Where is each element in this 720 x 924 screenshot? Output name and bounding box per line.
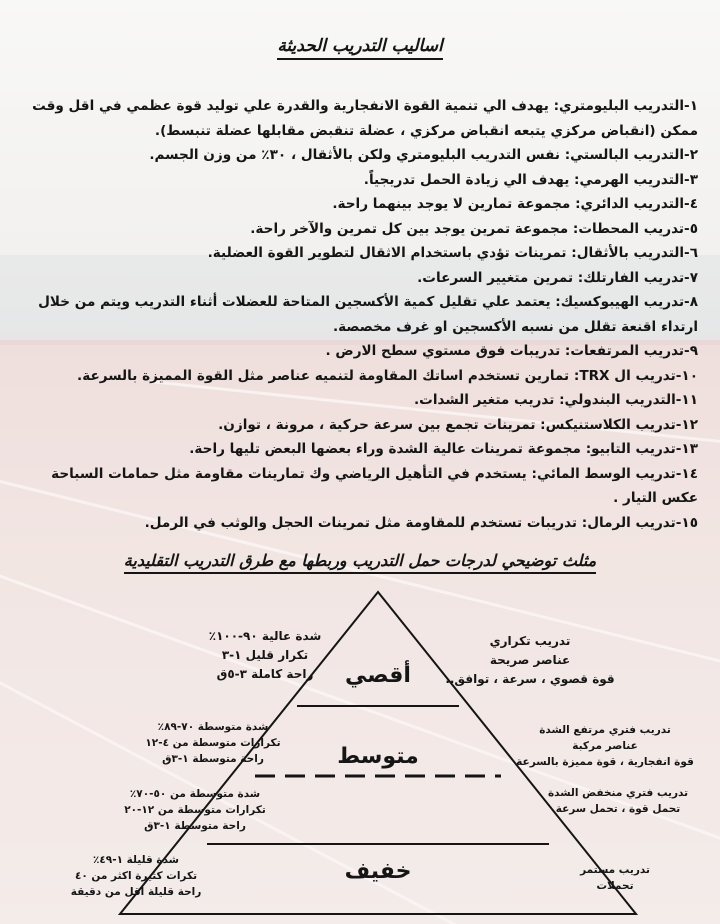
level-light-label: خفيف [344,859,412,884]
method-item: ١١-التدريب البندولي: تدريب متغير الشدات. [414,392,698,408]
level-medium-low-methods: تدريب فتري منخفض الشدة تحمل قوة ، تحمل سرعة [547,787,689,815]
method-item: ١-التدريب البليومتري: يهدف الي تنمية القوة الانفجارية والقدرة علي توليد قوة عظمي في اقل وقت ممكن (انقباض مركزي يتبعه انقباض مركزي ، عضلة تنقبض مقابلها عضلة تنبسط). [32,98,698,139]
level-max-load: شدة عالية ٩٠-١٠٠٪ تكرار قليل ١-٣ راحة كاملة ٣-٥ق [208,629,322,681]
page-title: اساليب التدريب الحديثة [0,36,720,56]
method-item: ١٠-تدريب ال TRX: تمارين تستخدم اساتك المقاومة لتنميه عناصر مثل القوة المميزة بالسرعة. [77,367,698,384]
method-item: ١٥-تدريب الرمال: تدريبات تستخدم للمقاومة مثل تمرينات الحجل والوثب في الرمل. [144,514,698,531]
method-item: ٥-تدريب المحطات: مجموعة تمرين يوجد بين كل تمرين والآخر راحة. [250,220,698,237]
level-max-label: أقصي [345,663,411,688]
level-max-methods: تدريب تكراري عناصر صريحة قوة قصوي ، سرعة ، توافق.. [445,634,615,686]
method-item: ٤-التدريب الدائري: مجموعة تمارين لا يوجد بينهما راحة. [332,196,698,212]
method-item: ٨-تدريب الهيبوكسيك: يعتمد علي تقليل كمية الأكسجين المتاحة للعضلات أثناء التدريب ويتم من خلال ارتداء اقنعة تقلل من نسبه الأكسجين او غرف مخصصة. [38,294,698,335]
method-item: ٦-التدريب بالأثقال: تمرينات تؤدي باستخدام الاثقال لتطوير القوة العضلية. [207,245,698,261]
method-item: ٣-التدريب الهرمي: يهدف الي زيادة الحمل تدريجياً. [363,171,698,188]
level-light-load: شدة قليلة ١-٤٩٪ تكرات كثيرة اكثر من ٤٠ راحة قليلة اقل من دقيقة [70,854,202,898]
method-item: ١٣-تدريب التابيو: مجموعة تمرينات عالية الشدة وراء بعضها البعض تليها راحة. [189,441,698,457]
method-item: ١٢-تدريب الكلاستنيكس: تمرينات تجمع بين سرعة حركية ، مرونة ، توازن. [218,416,698,433]
level-medium-high-load: شدة متوسطة ٧٠-٨٩٪ تكرارات متوسطة من ٤-١٢ راحة متوسطة ١-٣ق [145,721,281,765]
method-item: ٢-التدريب البالستي: نفس التدريب البليومتري ولكن بالأثقال ، ٣٠٪ من وزن الجسم. [149,147,698,163]
level-medium-label: متوسط [337,744,419,769]
pyramid-subtitle: مثلث توضيحي لدرجات حمل التدريب وربطها مع طرق التدريب التقليدية [0,551,720,570]
method-item: ٩-تدريب المرتفعات: تدريبات فوق مستوي سطح الارض . [325,343,698,359]
level-medium-low-load: شدة متوسطة من ٥٠-٧٠٪ تكرارات متوسطة من ١٢-٢٠ راحة متوسطة ١-٣ق [124,788,266,832]
method-item: ١٤-تدريب الوسط المائي: يستخدم في التأهيل الرياضي وك تمارينات مقاومة مثل حمامات السباحة عكس التيار . [51,465,698,506]
level-light-methods: تدريب مستمر تحملات [580,864,650,892]
level-medium-high-methods: تدريب فتري مرتفع الشدة عناصر مركبة قوة انفجارية ، قوة مميزة بالسرعة [516,724,694,768]
method-item: ٧-تدريب الفارتلك: تمرين متغيير السرعات. [417,269,698,286]
